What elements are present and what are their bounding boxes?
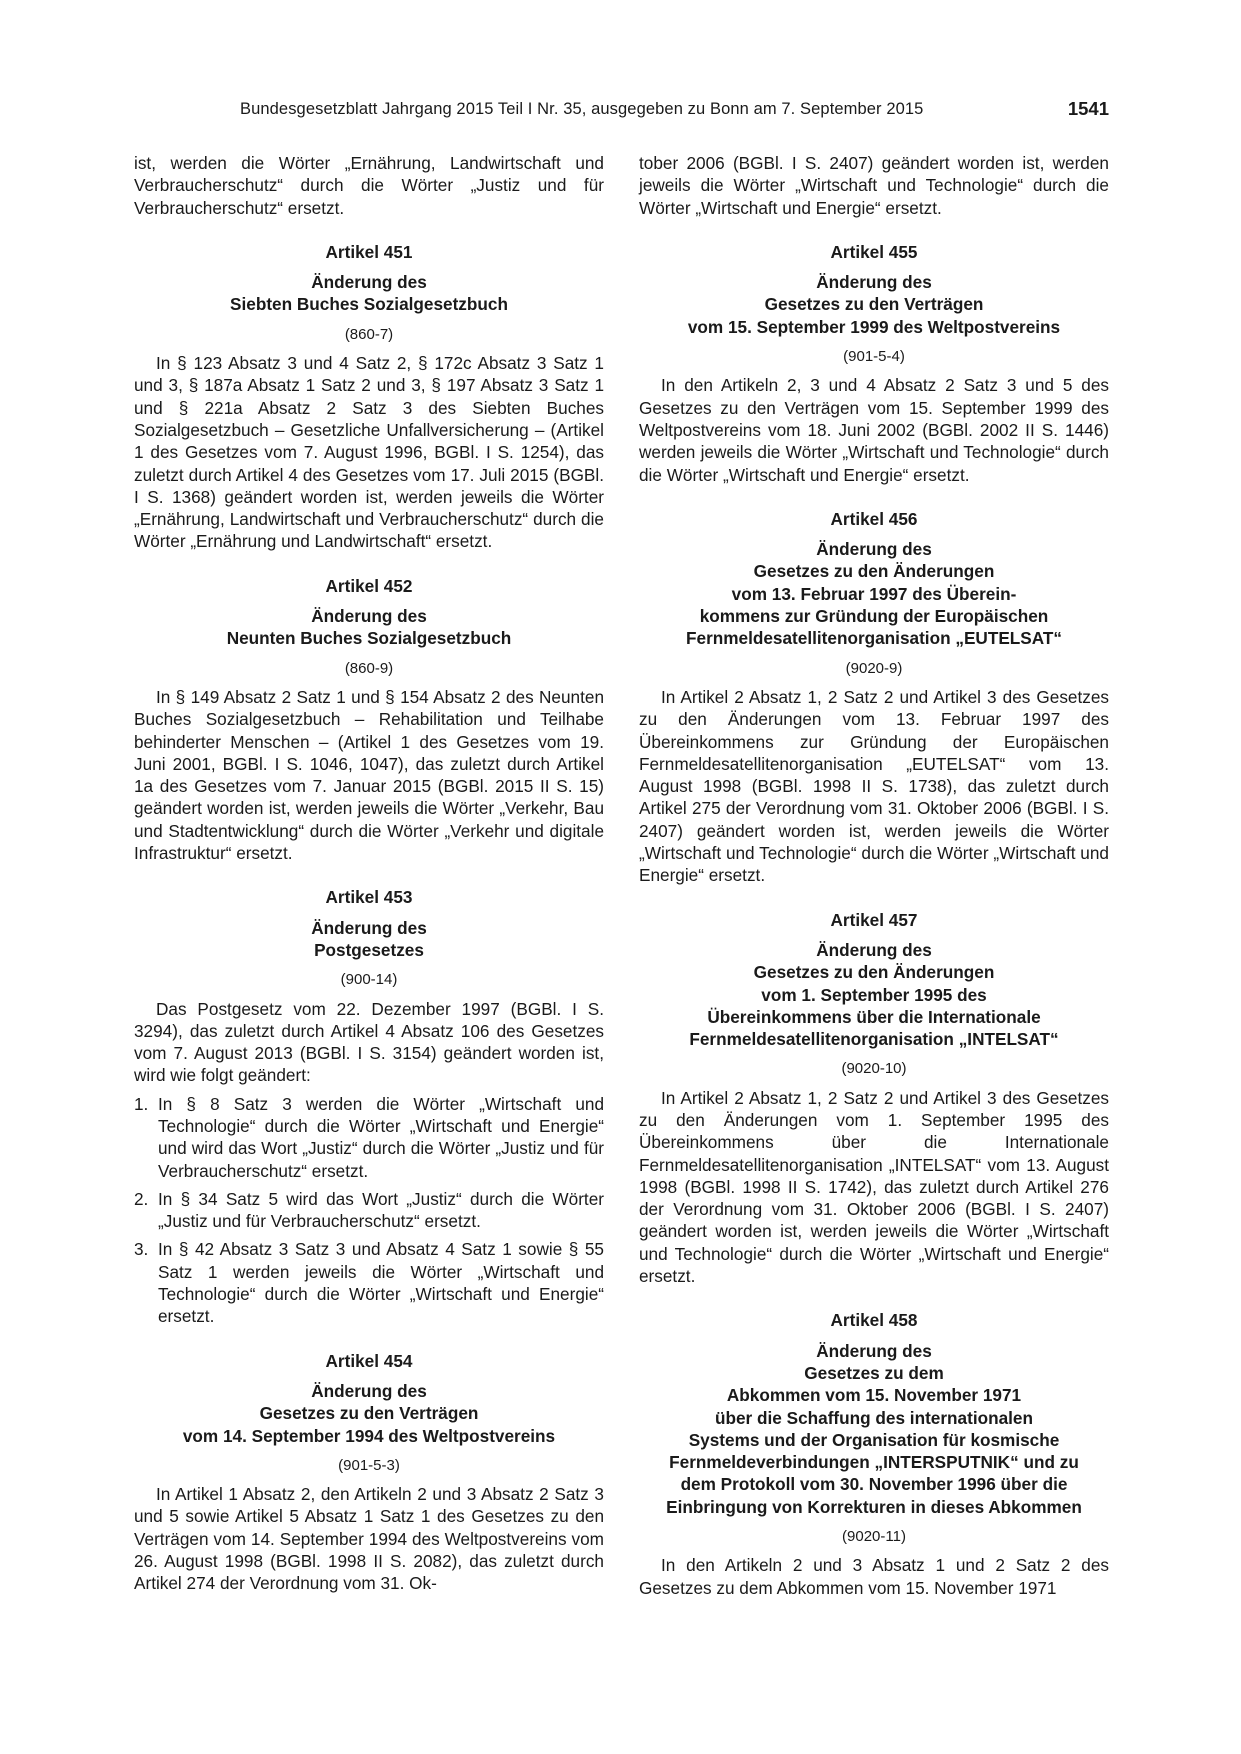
article-title-line: Abkommen vom 15. November 1971 <box>726 1385 1022 1406</box>
article-title-line: Gesetzes zu dem <box>804 1362 944 1383</box>
list-item <box>134 1188 604 1233</box>
list-item-text: In § 8 Satz 3 werden die Wörter „Wirtschaft und Technologie“ durch die Wörter „Wirtschaft und Energie“ und wird das Wort „Justiz“ durch die Wörter „Justiz und für Verbraucherschutz“ ersetzt. <box>158 1093 604 1181</box>
classification-code: (901-5-3) <box>338 1456 400 1474</box>
article-heading: Artikel 453 <box>325 887 413 908</box>
article-title-line: vom 1. September 1995 des <box>761 984 987 1005</box>
classification-code: (860-9) <box>344 659 394 677</box>
article-body: In Artikel 2 Absatz 1, 2 Satz 2 und Artikel 3 des Gesetzes zu den Änderungen vom 13. Februar 1997 des Übereinkommens zur Gründung der Europäischen Fernmeldesatellitenorganisation „EUTELSAT“ vom 13. August 1998 (BGBl. 1998 II S. 1738), das zuletzt durch Artikel 275 der Verordnung vom 31. Oktober 2006 (BGBl. I S. 2407) geändert worden ist, werden jeweils die Wörter „Wirtschaft und Technologie“ durch die Wörter „Wirtschaft und Energie“ ersetzt. <box>639 686 1109 886</box>
left-column <box>134 152 604 1595</box>
continued-paragraph: tober 2006 (BGBl. I S. 2407) geändert worden ist, werden jeweils die Wörter „Wirtschaft und Technologie“ durch die Wörter „Wirtschaft und Energie“ ersetzt. <box>639 153 1109 218</box>
classification-code: (9020-9) <box>845 659 903 677</box>
right-column <box>639 152 1109 1599</box>
article-457 <box>639 909 1109 1288</box>
article-title-line: Änderung des <box>311 606 427 627</box>
article-title-line: Änderung des <box>816 939 932 960</box>
article-456 <box>639 508 1109 887</box>
article-title-line: vom 13. Februar 1997 des Überein- <box>731 583 1017 604</box>
article-title-line: Fernmeldesatellitenorganisation „INTELSAT“ <box>689 1029 1059 1050</box>
article-body: In Artikel 2 Absatz 1, 2 Satz 2 und Artikel 3 des Gesetzes zu den Änderungen vom 1. September 1995 des Übereinkommens über die Internationale Fernmeldesatellitenorganisation „INTELSAT“ vom 13. August 1998 (BGBl. 1998 II S. 1742), das zuletzt durch Artikel 276 der Verordnung vom 31. Oktober 2006 (BGBl. I S. 2407) geändert worden ist, werden jeweils die Wörter „Wirtschaft und Technologie“ durch die Wörter „Wirtschaft und Energie“ ersetzt. <box>639 1087 1109 1287</box>
article-heading: Artikel 451 <box>325 241 413 262</box>
article-body: In den Artikeln 2, 3 und 4 Absatz 2 Satz 3 und 5 des Gesetzes zu den Verträgen vom 15. September 1999 des Weltpostvereins vom 18. Juni 2002 (BGBl. 2002 II S. 1446) werden jeweils die Wörter „Wirtschaft und Technologie“ durch die Wörter „Wirtschaft und Energie“ ersetzt. <box>639 375 1109 485</box>
article-title-line: Gesetzes zu den Verträgen <box>764 294 984 315</box>
article-title-line: Gesetzes zu den Änderungen <box>753 561 995 582</box>
article-heading: Artikel 455 <box>830 241 918 262</box>
article-title-line: Systems und der Organisation für kosmische <box>688 1429 1060 1450</box>
header-publication-line: Bundesgesetzblatt Jahrgang 2015 Teil I Nr. 35, ausgegeben zu Bonn am 7. September 2015 <box>240 100 924 118</box>
article-title-line: vom 14. September 1994 des Weltpostvereins <box>182 1425 556 1446</box>
article-451 <box>134 241 604 553</box>
article-title-line: Änderung des <box>816 1340 932 1361</box>
article-body: Das Postgesetz vom 22. Dezember 1997 (BGBl. I S. 3294), das zuletzt durch Artikel 4 Absatz 106 des Gesetzes vom 7. August 2013 (BGBl. I S. 3154) geändert worden ist, wird wie folgt geändert: <box>134 998 604 1086</box>
article-title-line: Änderung des <box>311 917 427 938</box>
article-body: In § 123 Absatz 3 und 4 Satz 2, § 172c Absatz 3 Satz 1 und 3, § 187a Absatz 1 Satz 2 und 3, § 197 Absatz 3 Satz 1 und § 221a Absatz 2 Satz 3 des Siebten Buches Sozialgesetzbuch – Gesetzliche Unfallversicherung – (Artikel 1 des Gesetzes vom 7. August 1996, BGBl. I S. 1254), das zuletzt durch Artikel 4 des Gesetzes vom 17. Juli 2015 (BGBl. I S. 1368) geändert worden ist, werden jeweils die Wörter „Ernährung, Landwirtschaft und Verbraucherschutz“ durch die Wörter „Ernährung und Landwirtschaft“ ersetzt. <box>134 353 604 552</box>
article-body: In den Artikeln 2 und 3 Absatz 1 und 2 Satz 2 des Gesetzes zu dem Abkommen vom 15. November 1971 <box>639 1555 1109 1598</box>
article-453 <box>134 886 604 1327</box>
article-title-line: über die Schaffung des internationalen <box>714 1407 1033 1428</box>
article-title-line: Einbringung von Korrekturen in dieses Abkommen <box>666 1496 1082 1517</box>
list-item-number: 3. <box>134 1239 149 1260</box>
article-title-line: Gesetzes zu den Änderungen <box>753 962 995 983</box>
page-number: 1541 <box>1067 98 1109 119</box>
list-item-number: 2. <box>134 1188 149 1209</box>
classification-code: (900-14) <box>340 971 398 989</box>
article-heading: Artikel 456 <box>830 508 918 529</box>
article-454 <box>134 1350 604 1595</box>
article-title-line: Änderung des <box>816 539 932 560</box>
classification-code: (9020-11) <box>842 1528 906 1546</box>
list-item <box>134 1238 604 1327</box>
list-item-text: In § 42 Absatz 3 Satz 3 und Absatz 4 Satz 1 sowie § 55 Satz 1 werden jeweils die Wörter „Wirtschaft und Technologie“ durch die Wörter „Wirtschaft und Energie“ ersetzt. <box>158 1239 604 1327</box>
article-455 <box>639 241 1109 486</box>
classification-code: (901-5-4) <box>843 348 905 366</box>
article-heading: Artikel 457 <box>830 909 918 930</box>
article-458 <box>639 1309 1109 1599</box>
article-title-line: Änderung des <box>311 272 427 293</box>
article-title-line: Siebten Buches Sozialgesetzbuch <box>230 294 508 315</box>
article-heading: Artikel 452 <box>325 575 413 596</box>
list-item <box>134 1093 604 1182</box>
article-body: In § 149 Absatz 2 Satz 1 und § 154 Absatz 2 des Neunten Buches Sozialgesetzbuch – Rehabilitation und Teilhabe behinderter Menschen – (Artikel 1 des Gesetzes vom 19. Juni 2001, BGBl. I S. 1046, 1047), das zuletzt durch Artikel 1a des Gesetzes vom 7. Januar 2015 (BGBl. 2015 II S. 15) geändert worden ist, werden jeweils die Wörter „Verkehr, Bau und Stadtentwicklung“ durch die Wörter „Verkehr und digitale Infrastruktur“ ersetzt. <box>134 686 604 864</box>
amendment-list <box>134 1093 604 1328</box>
continued-paragraph: ist, werden die Wörter „Ernährung, Landwirtschaft und Verbraucherschutz“ durch die Wörter „Justiz und für Verbraucherschutz“ ersetzt. <box>134 153 604 218</box>
article-heading: Artikel 458 <box>830 1310 918 1331</box>
article-title-line: Neunten Buches Sozialgesetzbuch <box>226 628 512 649</box>
article-body: In Artikel 1 Absatz 2, den Artikeln 2 und 3 Absatz 2 Satz 3 und 5 sowie Artikel 5 Absatz 1 Satz 1 des Gesetzes zu den Verträgen vom 14. September 1994 des Weltpostvereins vom 26. August 1998 (BGBl. 1998 II S. 2082), das zuletzt durch Artikel 274 der Verordnung vom 31. Ok- <box>134 1484 604 1594</box>
article-title-line: Gesetzes zu den Verträgen <box>259 1403 479 1424</box>
article-title-line: Fernmeldeverbindungen „INTERSPUTNIK“ und zu <box>669 1452 1079 1473</box>
classification-code: (9020-10) <box>841 1060 907 1078</box>
article-title-line: kommens zur Gründung der Europäischen <box>699 606 1049 627</box>
classification-code: (860-7) <box>344 325 394 343</box>
article-title-line: dem Protokoll vom 30. November 1996 über die <box>680 1474 1068 1495</box>
article-title-line: vom 15. September 1999 des Weltpostvereins <box>687 316 1061 337</box>
list-item-number: 1. <box>134 1093 149 1114</box>
article-title-line: Änderung des <box>311 1380 427 1401</box>
article-title-line: Fernmeldesatellitenorganisation „EUTELSAT“ <box>686 628 1062 649</box>
article-title-line: Änderung des <box>816 272 932 293</box>
article-heading: Artikel 454 <box>325 1350 413 1371</box>
page-header <box>134 100 1109 128</box>
article-title-line: Postgesetzes <box>314 939 424 960</box>
article-title-line: Übereinkommens über die Internationale <box>707 1006 1041 1027</box>
list-item-text: In § 34 Satz 5 wird das Wort „Justiz“ durch die Wörter „Justiz und für Verbraucherschutz“ ersetzt. <box>158 1188 604 1232</box>
article-452 <box>134 575 604 865</box>
